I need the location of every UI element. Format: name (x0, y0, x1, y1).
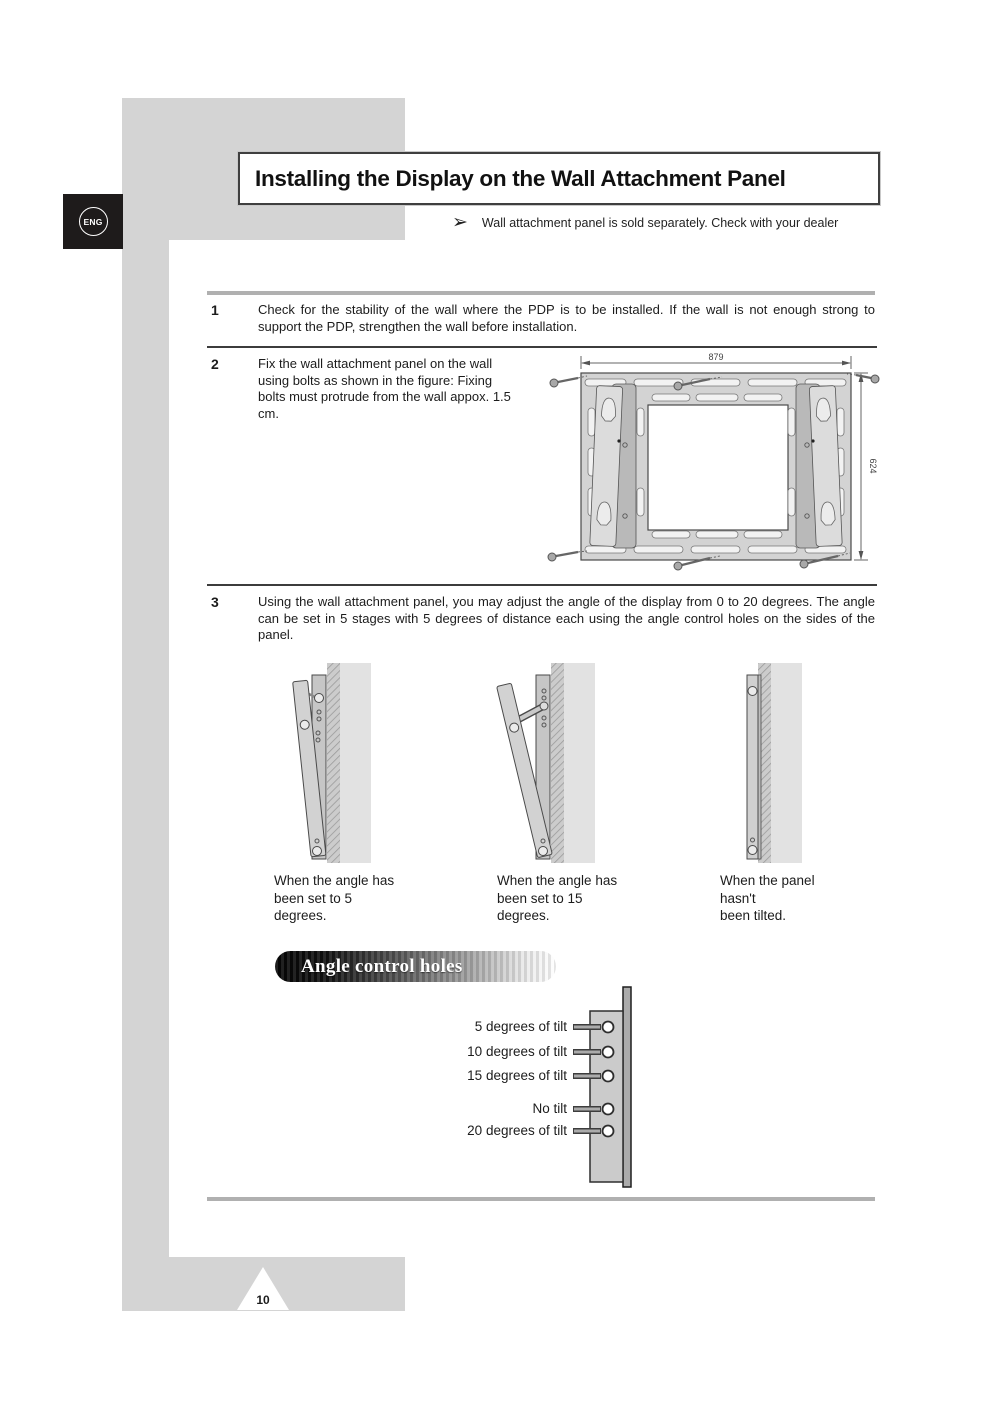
diagram-width-label: 879 (708, 352, 724, 362)
language-badge (63, 194, 123, 249)
caption-line-1: When the panel hasn't (720, 873, 815, 906)
tilt-figure-no-tilt-drawing (711, 660, 841, 868)
right-hook-bracket (796, 384, 842, 548)
hole-label-no-tilt: No tilt (532, 1101, 567, 1116)
left-hook-bracket (590, 384, 636, 548)
angle-control-holes-diagram (430, 985, 640, 1195)
wall-panel-diagram (538, 350, 890, 580)
figure-caption (720, 872, 851, 925)
page-title: Installing the Display on the Wall Attachment Panel (255, 165, 786, 191)
rule-step1-step2 (207, 346, 877, 348)
step-2-number: 2 (211, 356, 219, 372)
note-arrow-icon: ➢ (452, 212, 468, 233)
tilt-figure-5-degrees (265, 660, 405, 923)
hole-label-10-degrees: 10 degrees of tilt (467, 1044, 567, 1059)
page-number-marker (237, 1267, 289, 1310)
caption-line-1: When the angle has (497, 873, 618, 888)
step-3-text: Using the wall attachment panel, you may adjust the angle of the display from 0 to 20 degrees. The angle can be set in 5 stages with 5 degrees of distance each using the angle control holes on the sides of the panel. (258, 594, 875, 642)
step-1-number: 1 (211, 302, 219, 318)
angle-control-holes-title: Angle control holes (301, 955, 463, 977)
step-1-text: Check for the stability of the wall where the PDP is to be installed. If the wall is not enough strong to support the PDP, strengthen the wall before installation. (258, 302, 875, 334)
title-box (238, 152, 880, 205)
rule-bottom (207, 1197, 875, 1201)
wall-panel-figure (538, 350, 890, 580)
tilt-figure-15-degrees-drawing (488, 660, 618, 868)
tilt-figure-no-tilt (711, 660, 851, 923)
step-3-number: 3 (211, 594, 219, 610)
step-2-text: Fix the wall attachment panel on the wall using bolts as shown in the figure: Fixing bolts must protrude from the wall appox. 1.5 cm. (258, 356, 511, 421)
sidebar-gray-column (122, 98, 169, 1311)
angle-holes-drawing (430, 985, 640, 1195)
tilt-figure-5-degrees-drawing (265, 660, 395, 868)
caption-line-1: When the angle has (274, 873, 395, 888)
rule-step2-step3 (207, 584, 877, 586)
note (452, 213, 838, 232)
hole-label-5-degrees: 5 degrees of tilt (474, 1019, 567, 1034)
tilt-figure-15-degrees (488, 660, 628, 923)
figure-caption (274, 872, 405, 925)
angle-control-holes-header (275, 951, 556, 982)
hole-label-15-degrees: 15 degrees of tilt (467, 1068, 567, 1083)
note-text: Wall attachment panel is sold separately. Check with your dealer (481, 216, 839, 230)
caption-line-2: been set to 5 degrees. (274, 890, 353, 923)
caption-line-2: been tilted. (720, 908, 787, 923)
rule-top (207, 291, 875, 295)
page-number: 10 (256, 1293, 270, 1307)
hole-label-20-degrees: 20 degrees of tilt (467, 1123, 567, 1138)
diagram-height-label: 624 (868, 458, 878, 474)
language-badge-label: ENG (79, 207, 108, 236)
caption-line-2: been set to 15 degrees. (497, 890, 583, 923)
figure-caption (497, 872, 628, 925)
